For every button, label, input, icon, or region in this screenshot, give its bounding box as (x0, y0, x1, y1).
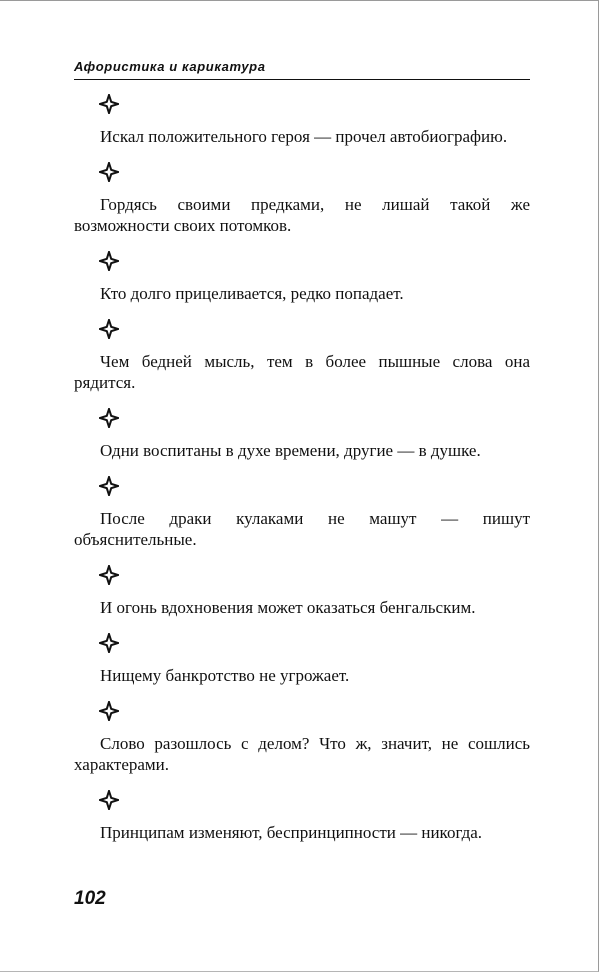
aphorism-item (74, 94, 530, 147)
aphorism-item (74, 319, 530, 393)
aphorism-text: После драки кулаками не машут — пишут объяснительные. (74, 509, 530, 549)
four-pointed-star-icon (99, 251, 119, 271)
four-pointed-star-icon (99, 476, 119, 496)
running-title: Афористика и карикатура (74, 59, 266, 74)
four-pointed-star-icon (99, 319, 119, 339)
aphorism-text: Одни воспитаны в духе времени, другие — в душке. (100, 441, 481, 460)
four-pointed-star-icon (99, 408, 119, 428)
four-pointed-star-icon (99, 790, 119, 810)
four-pointed-star-icon (99, 162, 119, 182)
aphorism-item (74, 251, 530, 304)
aphorism-item (74, 790, 530, 843)
aphorism-text: Искал положительного героя — прочел автобиографию. (100, 127, 508, 146)
aphorism-text: Гордясь своими предками, не лишай такой же возможности своих потомков. (74, 195, 530, 235)
page-number: 102 (74, 888, 106, 909)
aphorism-item (74, 408, 530, 461)
aphorism-text: Чем бедней мысль, тем в более пышные слова она рядится. (74, 352, 530, 392)
aphorism-text: И огонь вдохновения может оказаться бенгальским. (100, 598, 476, 617)
aphorism-item (74, 633, 530, 686)
four-pointed-star-icon (99, 633, 119, 653)
aphorism-text: Нищему банкротство не угрожает. (100, 666, 350, 685)
aphorism-item (74, 565, 530, 618)
aphorism-text: Принципам изменяют, беспринципности — никогда. (100, 823, 483, 842)
aphorism-item (74, 476, 530, 550)
four-pointed-star-icon (99, 565, 119, 585)
aphorism-text: Слово разошлось с делом? Что ж, значит, не сошлись характерами. (74, 734, 530, 774)
aphorism-item (74, 701, 530, 775)
aphorism-list (74, 94, 530, 858)
aphorism-item (74, 162, 530, 236)
running-head (74, 57, 530, 80)
aphorism-text: Кто долго прицеливается, редко попадает. (100, 284, 404, 303)
four-pointed-star-icon (99, 94, 119, 114)
four-pointed-star-icon (99, 701, 119, 721)
